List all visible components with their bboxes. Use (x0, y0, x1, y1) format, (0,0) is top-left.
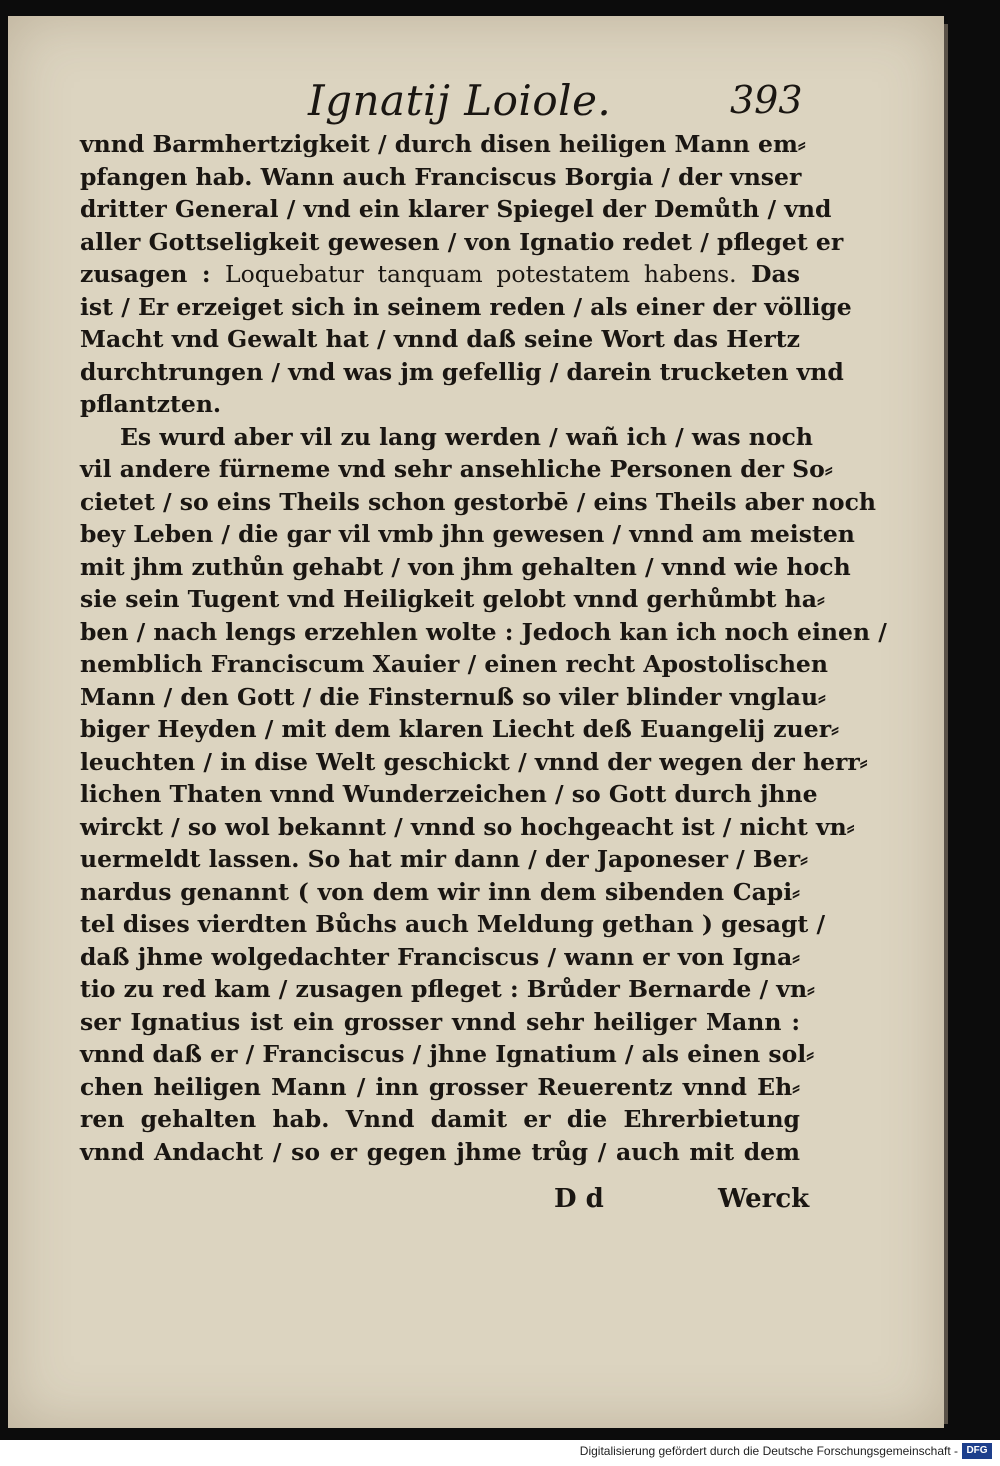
text-line: Macht vnd Gewalt hat / vnnd daß seine Wort das Hertz (80, 325, 800, 353)
text-line: vnnd Barmhertzigkeit / durch disen heiligen Mann em⸗ (80, 130, 806, 158)
page-footer-marks (8, 1184, 944, 1224)
dfg-logo[interactable]: DFG (962, 1443, 992, 1459)
text-line: leuchten / in dise Welt geschickt / vnnd der wegen der herr⸗ (80, 747, 868, 776)
catchword: Werck (718, 1184, 810, 1214)
text-line: tel dises vierdten Bůchs auch Meldung gethan ) gesagt / (80, 910, 826, 938)
text-line: pfangen hab. Wann auch Franciscus Borgia / der vnser (80, 162, 802, 191)
text-line: vnnd Andacht / so er gegen jhme trůg / auch mit dem (80, 1137, 800, 1166)
page-header (8, 76, 944, 132)
text-line: ren gehalten hab. Vnnd damit er die Ehrerbietung (80, 1105, 800, 1133)
running-title: Ignatij Loiole. (308, 76, 612, 125)
text-line: sie sein Tugent vnd Heiligkeit gelobt vnnd gerhůmbt ha⸗ (80, 585, 825, 613)
latin-phrase: Loquebatur tanquam potestatem habens. (225, 260, 737, 288)
signature-mark: D d (554, 1184, 604, 1214)
text-line: uermeldt lassen. So hat mir dann / der Japoneser / Ber⸗ (80, 845, 808, 873)
book-page (8, 16, 944, 1428)
text-line: lichen Thaten vnnd Wunderzeichen / so Gott durch jhne (80, 780, 818, 808)
text-line: biger Heyden / mit dem klaren Liecht deß Euangelij zuer⸗ (80, 715, 839, 743)
body-text (80, 128, 887, 1168)
text-line-with-latin: zusagen : Loquebatur tanquam potestatem habens. Das (80, 260, 800, 288)
text-line: tio zu red kam / zusagen pfleget : Brůder Bernarde / vn⸗ (80, 975, 815, 1003)
text-line: nemblich Franciscum Xauier / einen recht Apostolischen (80, 650, 828, 678)
text-line: dritter General / vnd ein klarer Spiegel der Demůth / vnd (80, 195, 832, 223)
text-line: aller Gottseligkeit gewesen / von Ignatio redet / pfleget er (80, 227, 844, 256)
text-line: ser Ignatius ist ein grosser vnnd sehr heiliger Mann : (80, 1007, 800, 1036)
text-line: vnnd daß er / Franciscus / jhne Ignatium / als einen sol⸗ (80, 1040, 815, 1068)
text-line: Mann / den Gott / die Finsternuß so viler blinder vnglau⸗ (80, 682, 826, 711)
text-line: chen heiligen Mann / inn grosser Reuerentz vnnd Eh⸗ (80, 1072, 800, 1101)
text-line: daß jhme wolgedachter Franciscus / wann er von Igna⸗ (80, 942, 800, 971)
text-line: pflantzten. (80, 390, 222, 418)
text-line: nardus genannt ( von dem wir inn dem sibenden Capi⸗ (80, 877, 800, 906)
funding-note: Digitalisierung gefördert durch die Deutsche Forschungsgemeinschaft - (579, 1444, 958, 1458)
text-line: ist / Er erzeiget sich in seinem reden / als einer der völlige (80, 292, 852, 321)
text-line: vil andere fürneme vnd sehr ansehliche Personen der So⸗ (80, 455, 833, 483)
text-line: cietet / so eins Theils schon gestorbē / eins Theils aber noch (80, 487, 876, 516)
text-line: ben / nach lengs erzehlen wolte : Jedoch kan ich noch einen / (80, 617, 887, 646)
text-line-paragraph-start: Es wurd aber vil zu lang werden / wañ ich / was noch (120, 422, 813, 451)
text-line: durchtrungen / vnd was jm gefellig / darein trucketen vnd (80, 357, 844, 386)
page-edge (944, 24, 948, 1424)
text-line: mit jhm zuthůn gehabt / von jhm gehalten / vnnd wie hoch (80, 552, 851, 581)
text-line: bey Leben / die gar vil vmb jhn gewesen / vnnd am meisten (80, 520, 855, 548)
viewer-footer (0, 1440, 1000, 1466)
page-number: 393 (730, 78, 803, 122)
text-line: wirckt / so wol bekannt / vnnd so hochgeacht ist / nicht vn⸗ (80, 812, 855, 841)
